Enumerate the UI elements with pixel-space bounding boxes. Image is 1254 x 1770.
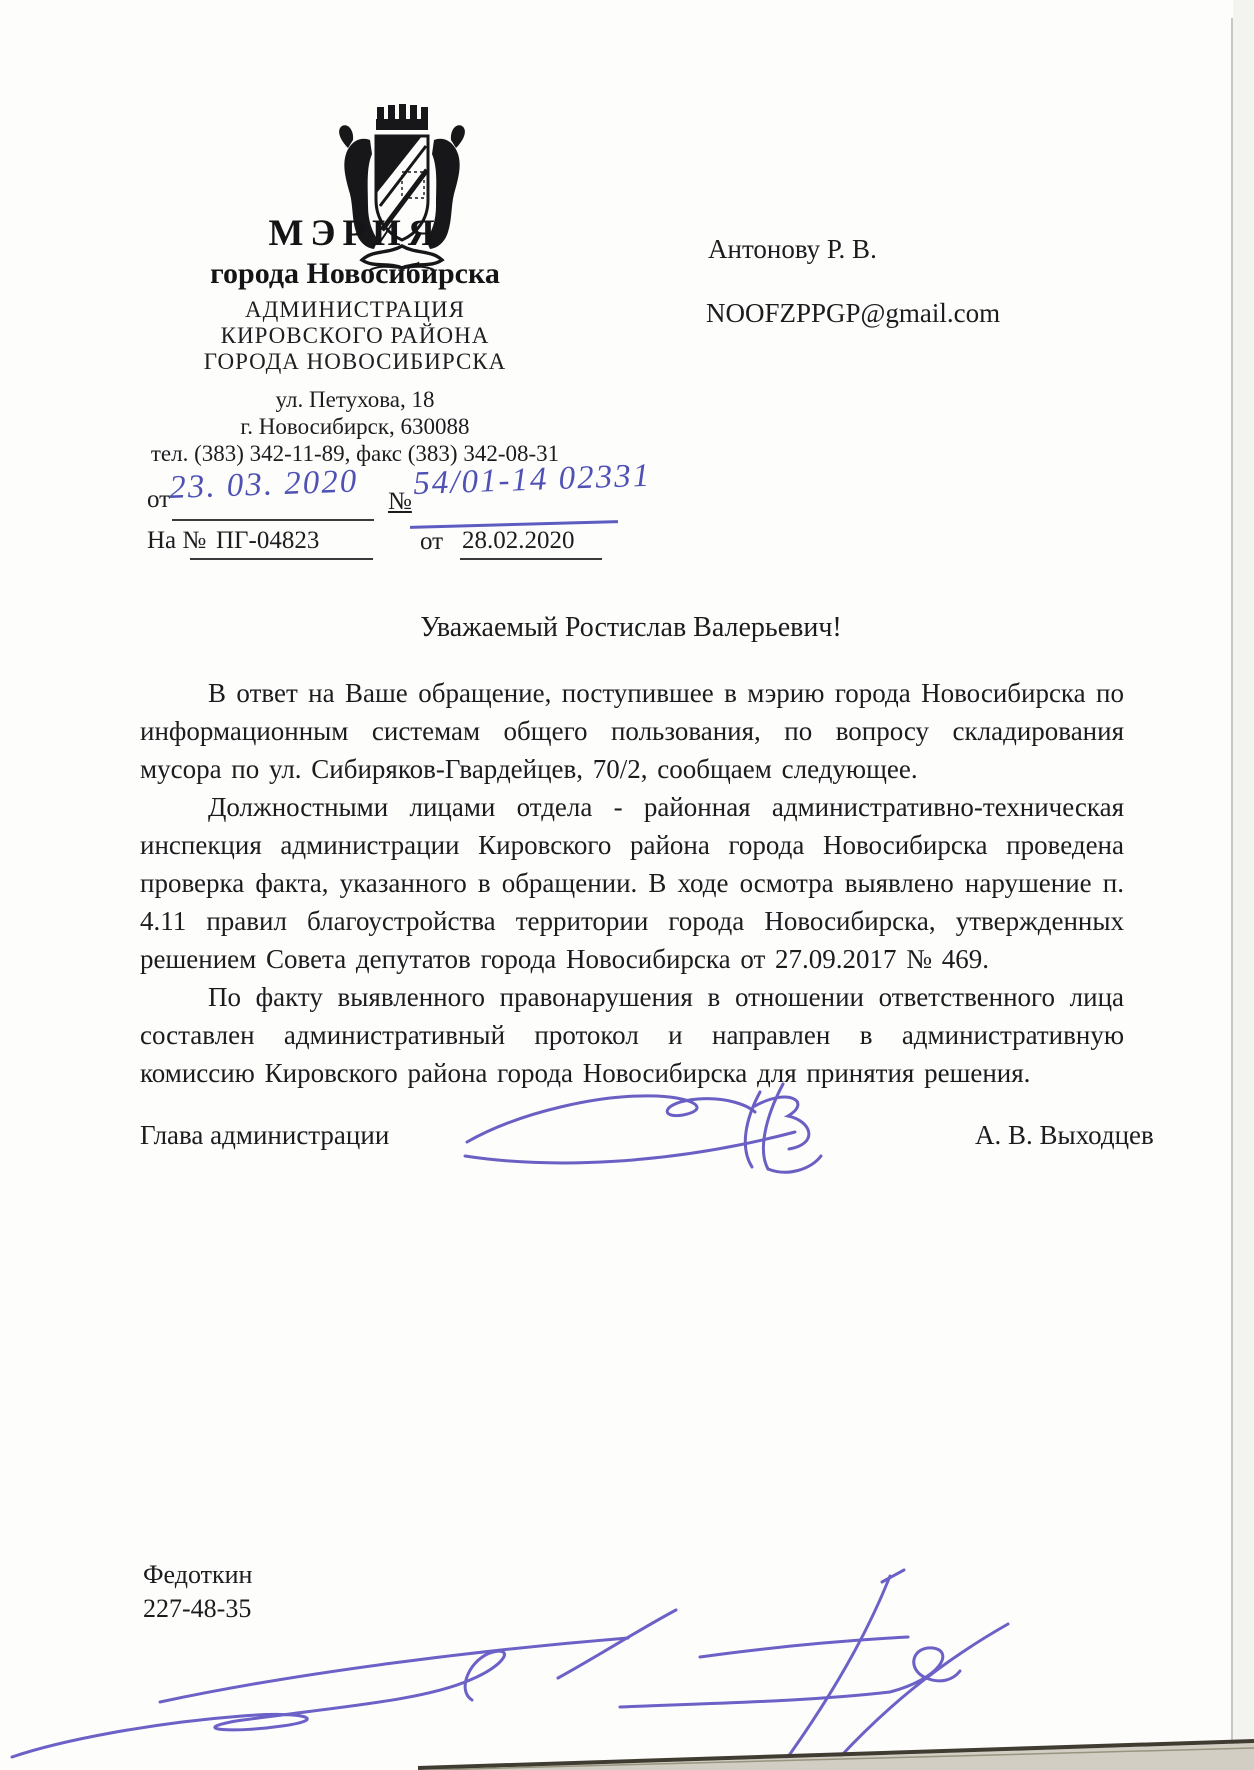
letter-body: [140, 674, 1124, 1092]
address-street: ул. Петухова, 18: [275, 387, 435, 412]
signatory-name: А. В. Выходцев: [975, 1120, 1154, 1150]
reply-date-underline: [460, 558, 602, 560]
org-subtitle: города Новосибирска: [210, 257, 500, 290]
org-dept-line3: ГОРОДА НОВОСИБИРСКА: [203, 349, 507, 374]
ref-from-underline: [172, 519, 374, 521]
letterhead-address-block: [95, 386, 615, 467]
scan-right-edge-band: [1233, 0, 1254, 1770]
org-title: МЭРИЯ: [268, 213, 442, 254]
signatory-title: Глава администрации: [140, 1120, 390, 1150]
phone-fax: тел. (383) 342-11-89, факс (383) 342-08-31: [150, 441, 560, 466]
org-dept-line2: КИРОВСКОГО РАЙОНА: [220, 323, 490, 348]
ref-from-label: от: [147, 486, 171, 513]
ref-number-label: №: [388, 488, 412, 515]
ref-number-handwritten: 54/01-14 02331: [412, 457, 652, 503]
reply-ref-underline: [190, 558, 373, 560]
executor-name: Федоткин: [143, 1560, 253, 1589]
scan-bottom-edge: [0, 1730, 1254, 1770]
scan-right-edge-line: [1231, 18, 1233, 1758]
ref-from-date-handwritten: 23. 03. 2020: [168, 463, 359, 507]
address-city: г. Новосибирск, 630088: [240, 414, 470, 439]
body-paragraph-2: Должностными лицами отдела - районная административно-техническая инспекция администрации Кировского района города Новосибирска проведена проверка факта, указанного в обращении. В ходе осмотра выявлено нарушение п. 4.11 правил благоустройства территории города Новосибирска, утвержденных решением Совета депутатов города Новосибирска от 27.09.2017 № 469.: [140, 792, 1124, 974]
reply-ref-label: На №: [147, 527, 207, 554]
executor-phone: 227-48-35: [143, 1594, 252, 1623]
reply-from-label: от: [420, 528, 444, 555]
reply-date: 28.02.2020: [462, 527, 575, 554]
reply-ref-number: ПГ-04823: [216, 527, 320, 554]
letterhead-org-block: [95, 212, 615, 375]
recipient-name: Антонову Р. В.: [708, 234, 877, 264]
org-dept-line1: АДМИНИСТРАЦИЯ: [245, 297, 465, 322]
body-paragraph-3: По факту выявленного правонарушения в отношении ответственного лица составлен административный протокол и направлен в административную комиссию Кировского района города Новосибирска для принятия решения.: [140, 982, 1124, 1088]
salutation: Уважаемый Ростислав Валерьевич!: [420, 612, 842, 643]
signature-ink-flourish: [455, 1072, 905, 1187]
recipient-email: NOOFZPPGP@gmail.com: [706, 298, 1001, 328]
body-paragraph-1: В ответ на Ваше обращение, поступившее в мэрию города Новосибирска по информационным системам общего пользования, по вопросу складирования мусора по ул. Сибиряков-Гвардейцев, 70/2, сообщаем следующее.: [140, 678, 1124, 784]
